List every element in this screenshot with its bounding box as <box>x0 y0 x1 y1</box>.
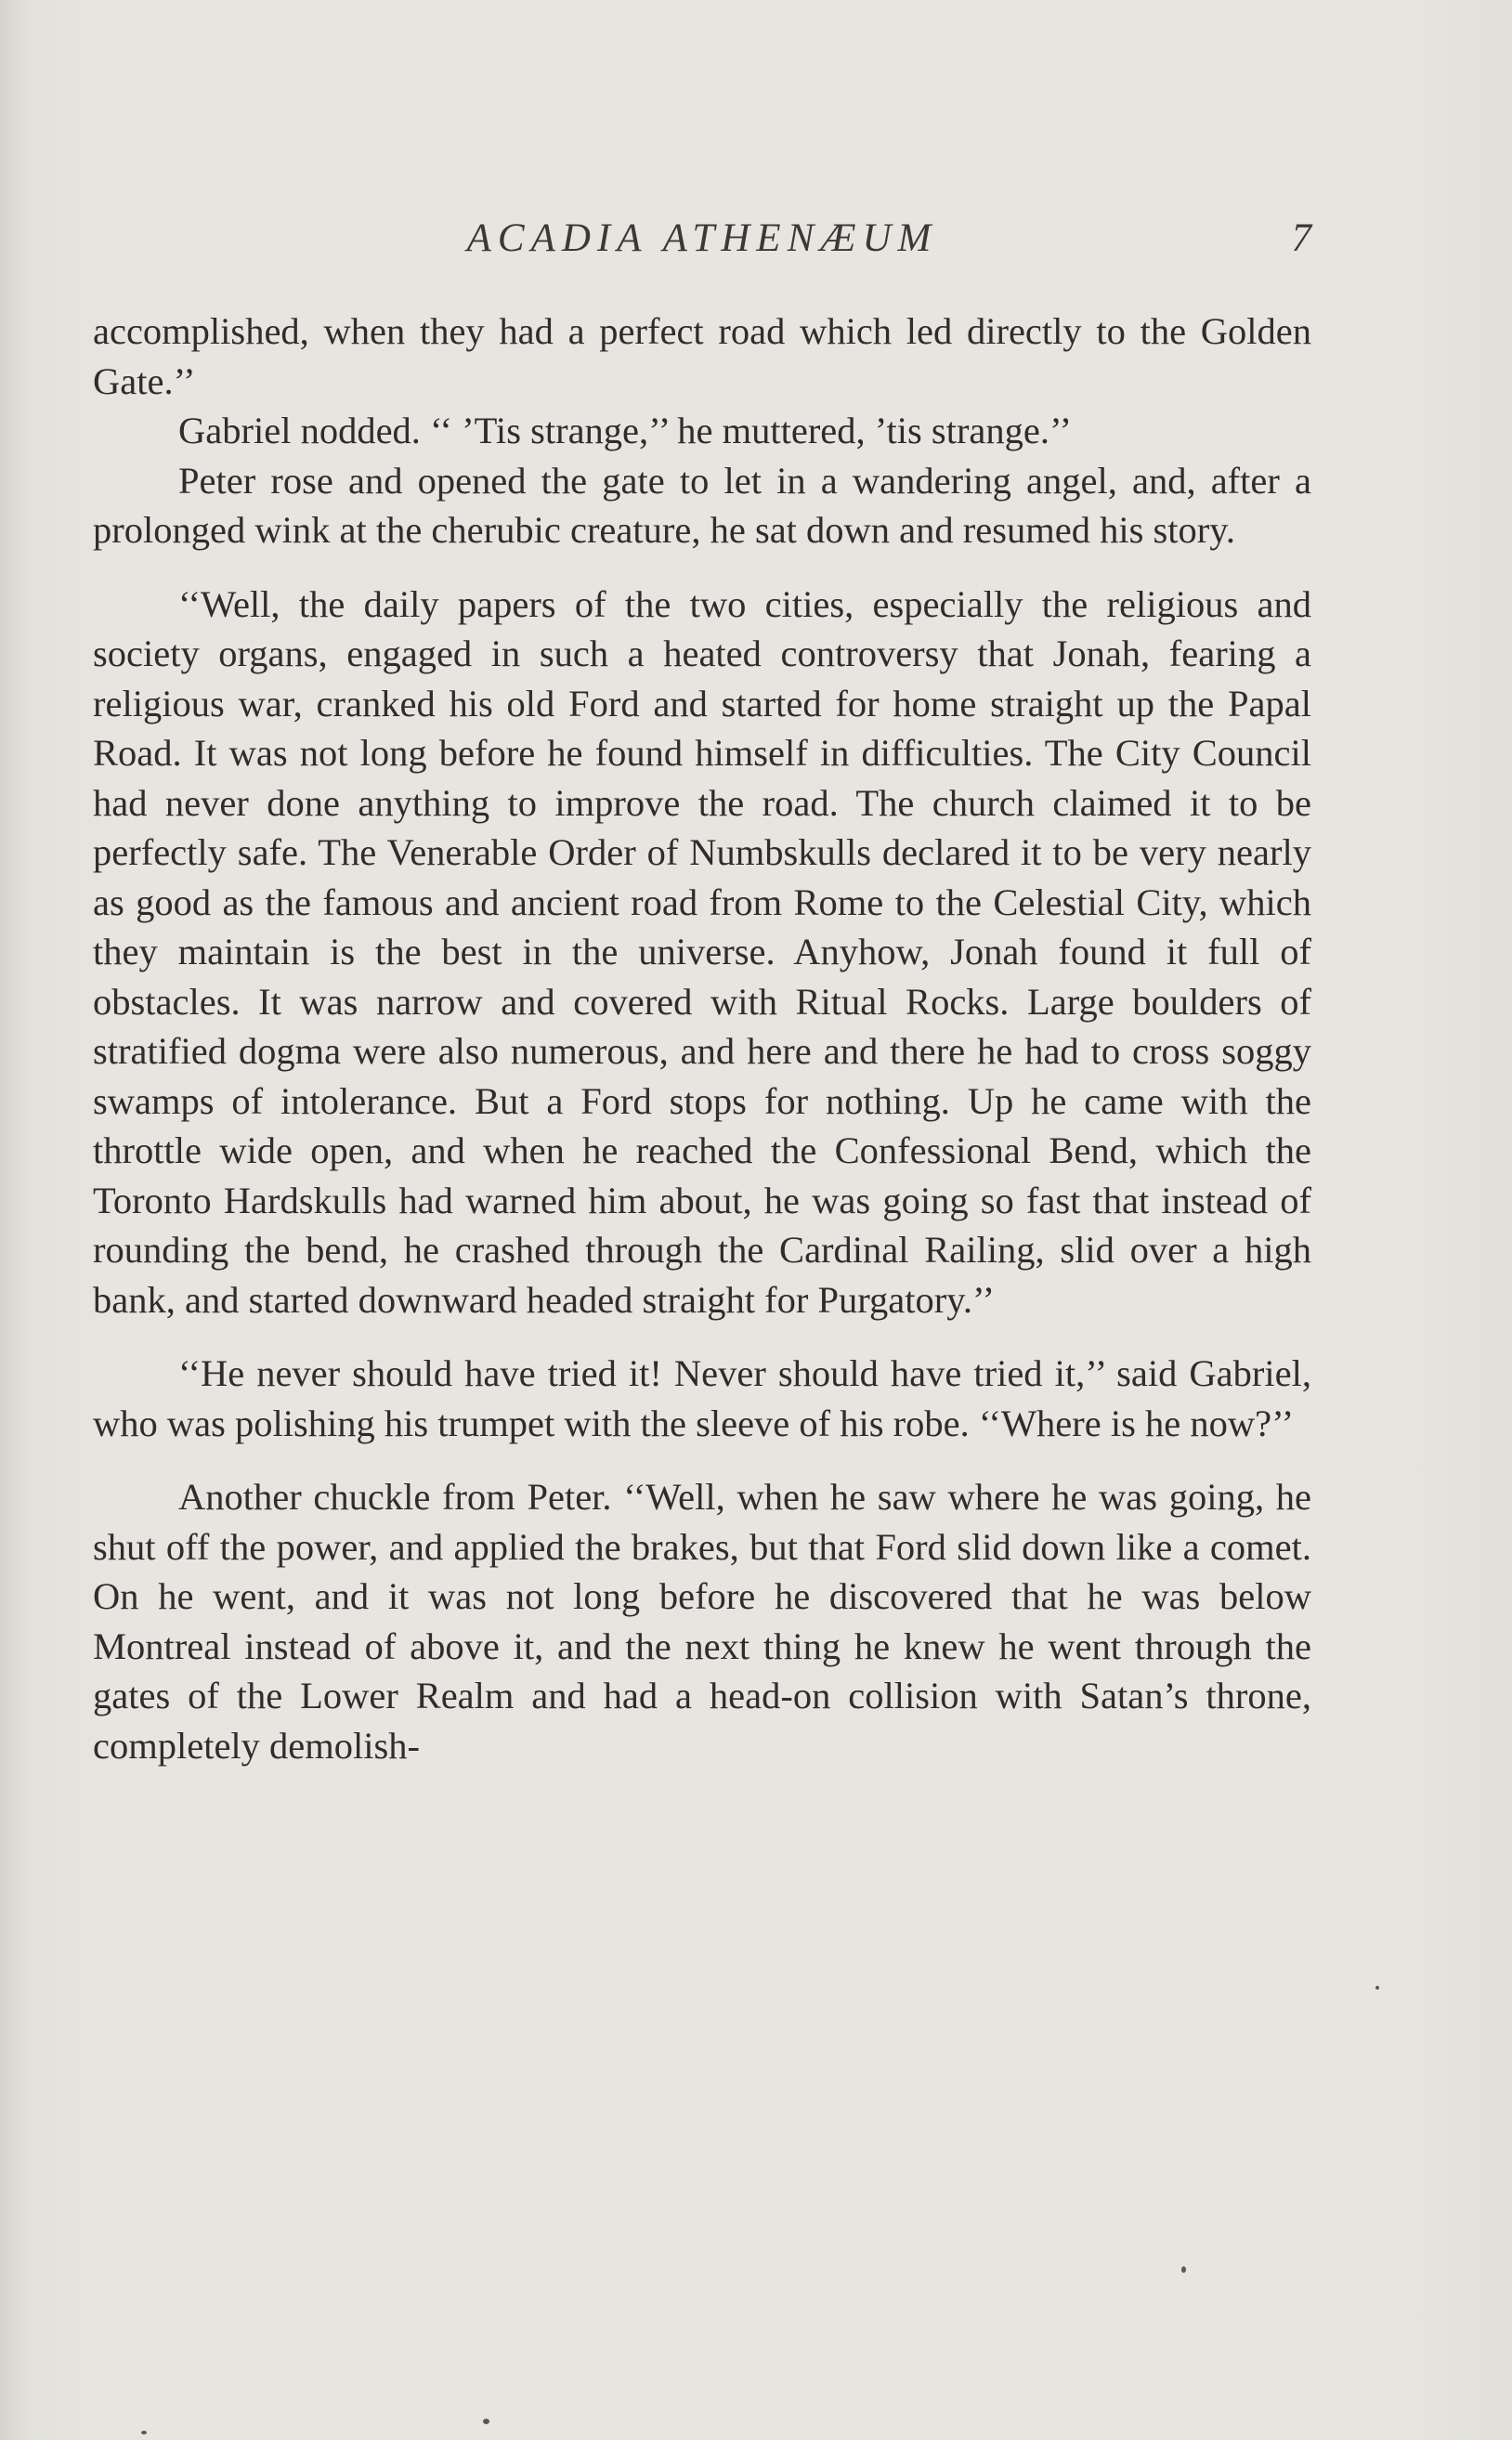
print-speck <box>1181 2266 1186 2273</box>
page-number: 7 <box>1291 216 1311 260</box>
paragraph: ‘‘He never should have tried it! Never should have tried it,’’ said Gabriel, who was polishing his trumpet with the sleeve of his robe. ‘‘Where is he now?’’ <box>93 1352 1311 1444</box>
running-title: ACADIA ATHENÆUM <box>466 216 938 260</box>
paragraph: Peter rose and opened the gate to let in a wandering angel, and, after a prolonged wink at the cherubic creature, he sat down and resumed his story. <box>93 459 1311 551</box>
print-speck <box>483 2419 489 2424</box>
print-speck <box>141 2431 147 2434</box>
paragraph: ‘‘Well, the daily papers of the two cities, especially the religious and society organs, engaged in such a heated controversy that Jonah, fearing a religious war, cranked his old Ford and started for home straight up the Papal Road. It was not long before he found himself in difficulties. The City Council had never done anything to improve the road. The church claimed it to be perfectly safe. The Venerable Order of Numbskulls declared it to be very nearly as good as the famous and ancient road from Rome to the Celestial City, which they maintain is the best in the universe. Anyhow, Jonah found it full of obstacles. It was narrow and covered with Ritual Rocks. Large boulders of stratified dogma were also numerous, and here and there he had to cross soggy swamps of intolerance. But a Ford stops for nothing. Up he came with the throttle wide open, and when he reached the Confessional Bend, which the Toronto Hardskulls had warned him about, he was going so fast that instead of rounding the bend, he crashed through the Cardinal Railing, slid over a high bank, and started downward headed straight for Purgatory.’’ <box>93 582 1311 1321</box>
page-header <box>93 215 1311 271</box>
print-speck <box>1375 1986 1379 1990</box>
paragraph: Gabriel nodded. ‘‘ ’Tis strange,’’ he muttered, ’tis strange.’’ <box>178 410 1072 451</box>
body-text <box>93 307 1311 1794</box>
paragraph: Another chuckle from Peter. ‘‘Well, when he saw where he was going, he shut off the power, and applied the brakes, but that Ford slid down like a comet. On he went, and it was not long before he discovered that he was below Montreal instead of above it, and the next thing he knew he went through the gates of the Lower Realm and had a head-on collision with Satan’s throne, completely demolish- <box>93 1476 1311 1767</box>
paragraph-continued: accomplished, when they had a perfect road which led directly to the Golden Gate.’’ <box>93 310 1311 402</box>
